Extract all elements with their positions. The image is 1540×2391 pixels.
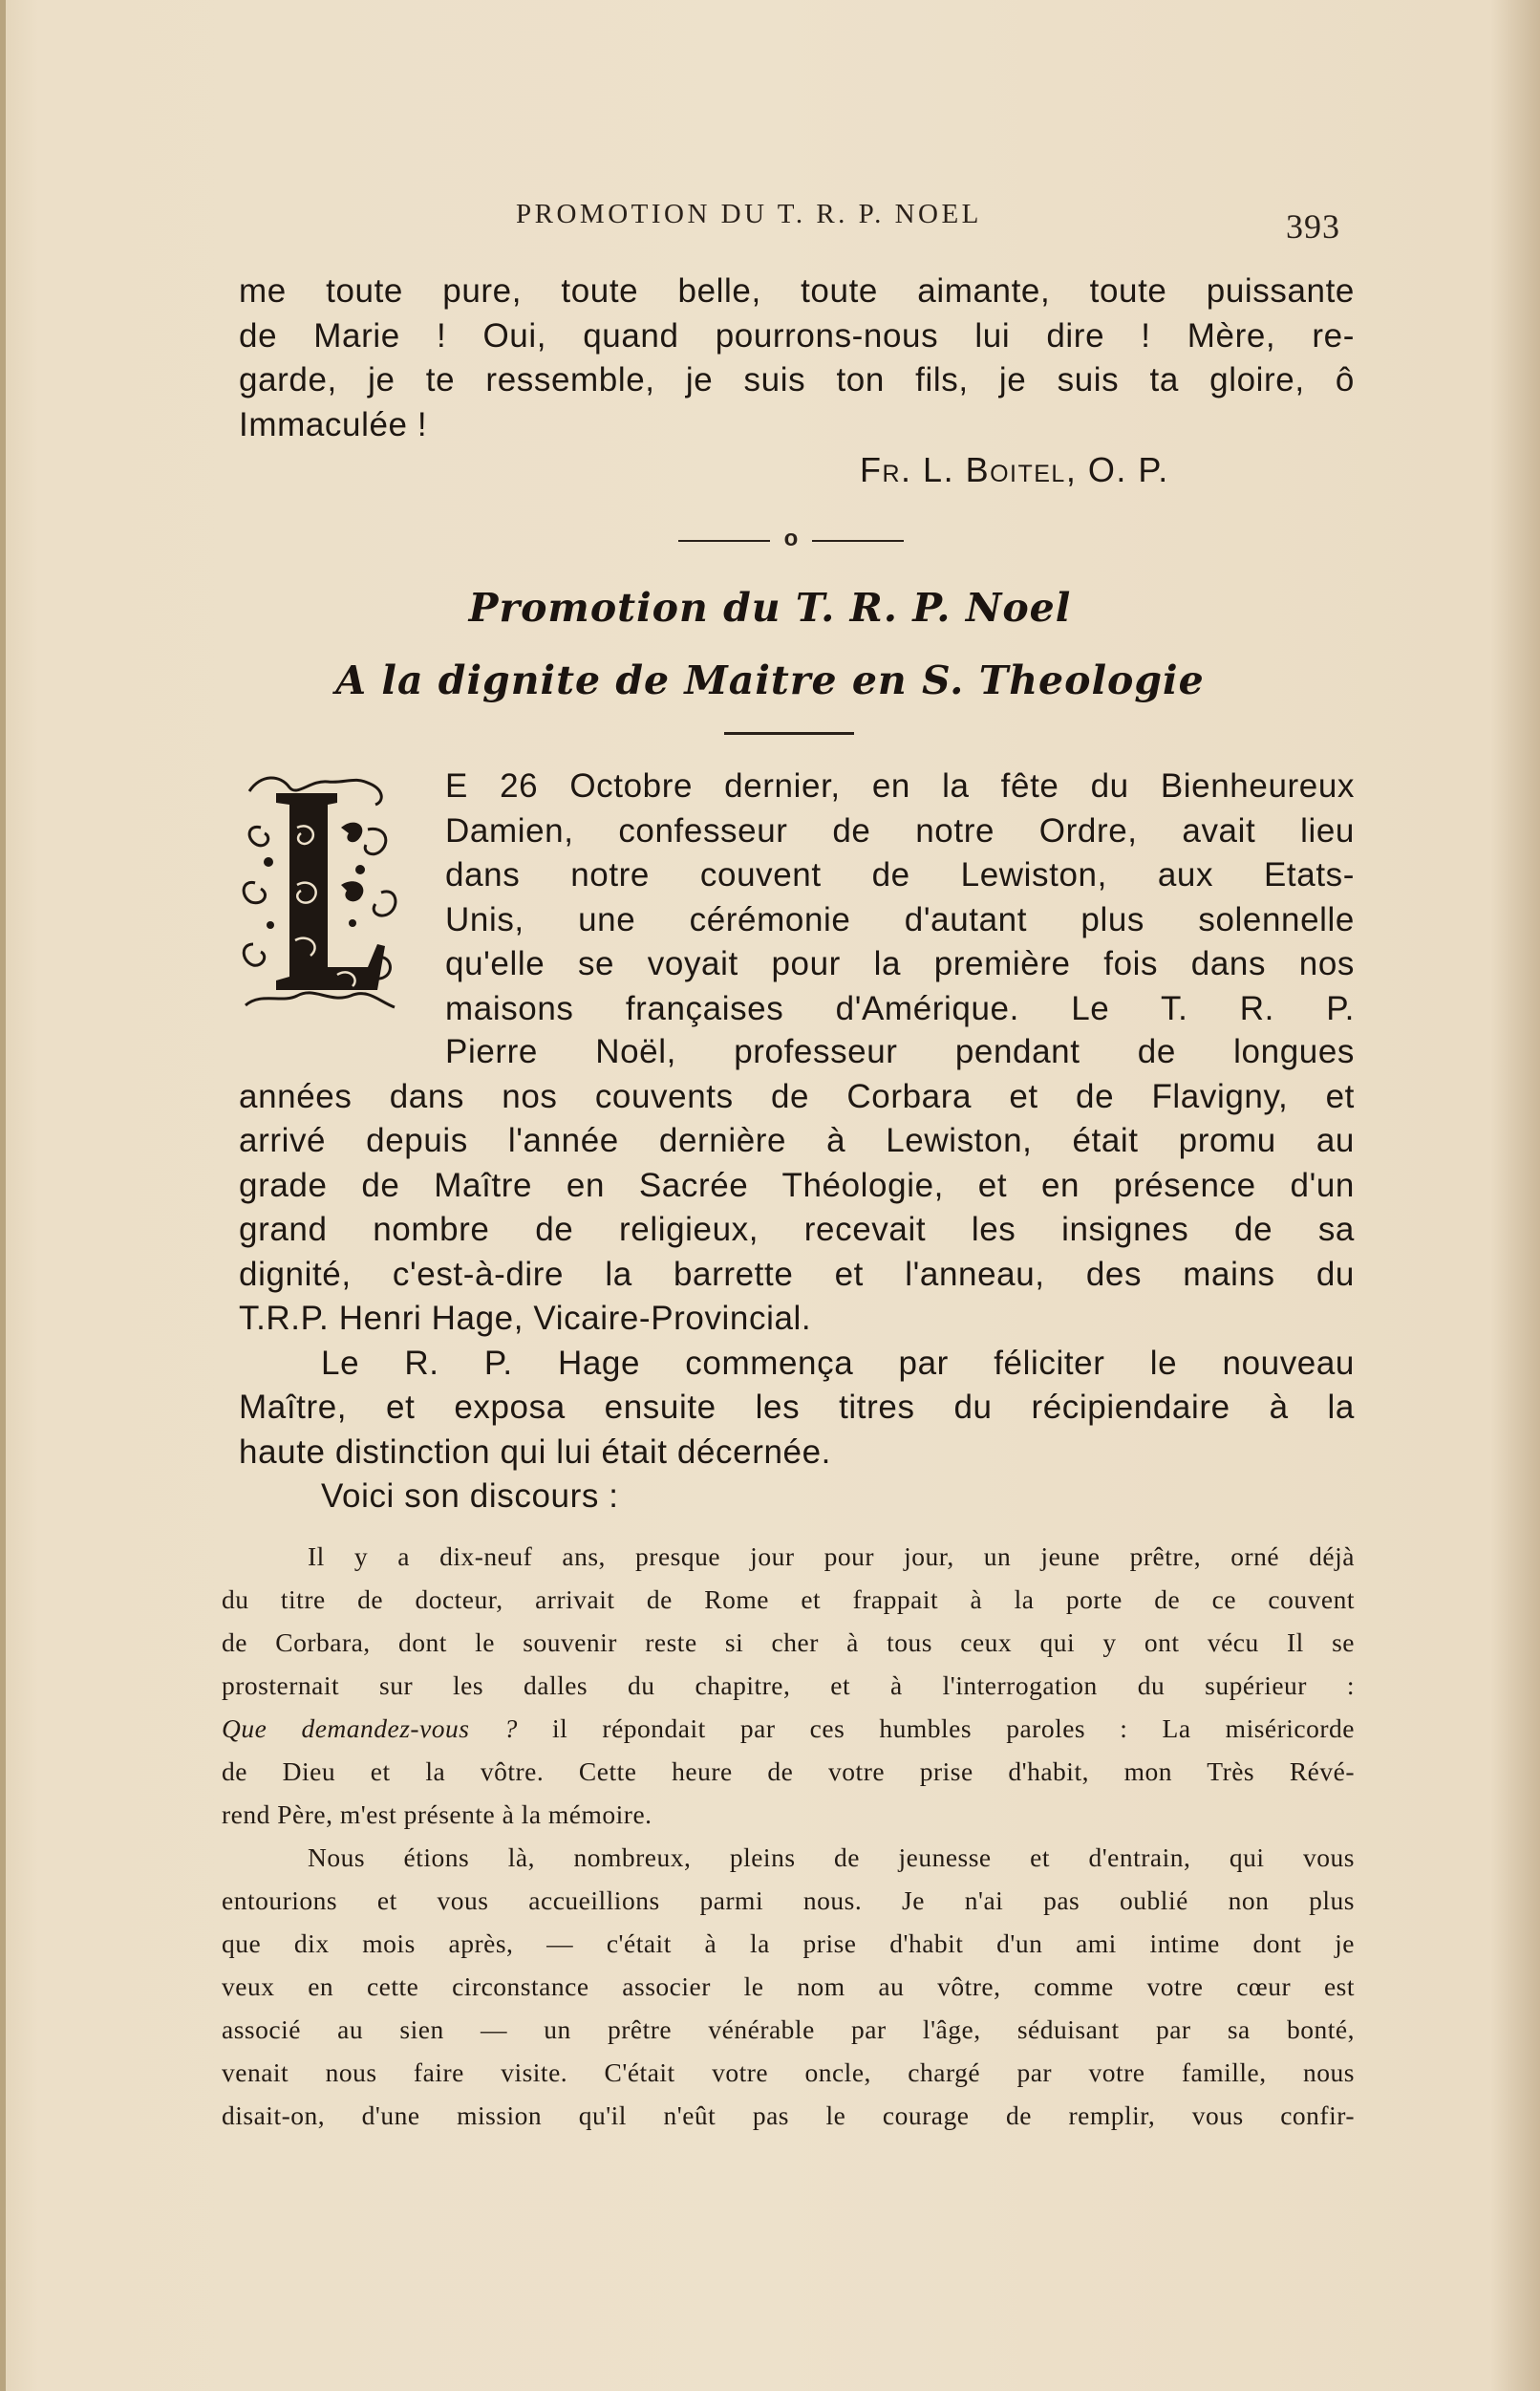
quote-line: Il y a dix-neuf ans, presque jour pour jour, un jeune prêtre, orné déjà bbox=[308, 1541, 1355, 1571]
quote-line: associé au sien — un prêtre vénérable par l'âge, séduisant par sa bonté, bbox=[222, 2014, 1355, 2044]
quote-line: disait-on, d'une mission qu'il n'eût pas le courage de remplir, vous confir- bbox=[222, 2100, 1355, 2130]
text-line: garde, je te ressemble, je suis ton fils, je suis ta gloire, ô bbox=[239, 361, 1355, 398]
signature-text: Fr. L. Boitel, O. P. bbox=[860, 450, 1169, 489]
quote-line: venait nous faire visite. C'était votre oncle, chargé par votre famille, nous bbox=[222, 2057, 1355, 2087]
quote-line bbox=[222, 1707, 1355, 1750]
text-line: grade de Maître en Sacrée Théologie, et en présence d'un bbox=[239, 1166, 1355, 1204]
ornamental-drop-cap bbox=[242, 770, 400, 1021]
text-line: années dans nos couvents de Corbara et de Flavigny, et bbox=[239, 1077, 1355, 1115]
text-line: Unis, une cérémonie d'autant plus solennelle bbox=[445, 900, 1355, 938]
quote-line-remainder: il répondait par ces humbles paroles : La miséricorde bbox=[517, 1713, 1355, 1743]
running-title: PROMOTION DU T. R. P. NOEL bbox=[516, 199, 982, 229]
page-number: 393 bbox=[1286, 207, 1340, 246]
article-title-line-1: Promotion du T. R. P. Noel bbox=[468, 585, 1072, 631]
author-signature bbox=[860, 450, 1169, 490]
article-title-line-2: A la dignite de Maitre en S. Theologie bbox=[335, 657, 1205, 703]
text-line: de Marie ! Oui, quand pourrons-nous lui dire ! Mère, re- bbox=[239, 316, 1355, 355]
text-line: grand nombre de religieux, recevait les insignes de sa bbox=[239, 1211, 1355, 1248]
text-line: T.R.P. Henri Hage, Vicaire-Provincial. bbox=[239, 1300, 812, 1337]
text-line: haute distinction qui lui était décernée. bbox=[239, 1432, 831, 1471]
quote-line: du titre de docteur, arrivait de Rome et frappait à la porte de ce couvent bbox=[222, 1584, 1355, 1614]
speech-quotation bbox=[222, 1535, 1355, 2137]
text-line: Damien, confesseur de notre Ordre, avait lieu bbox=[445, 811, 1355, 850]
text-line: Le R. P. Hage commença par féliciter le nouveau bbox=[321, 1344, 1355, 1382]
separator-rule-right bbox=[812, 540, 904, 542]
quote-italic-question: Que demandez-vous ? bbox=[222, 1713, 518, 1743]
quote-line: de Dieu et la vôtre. Cette heure de votre prise d'habit, mon Très Révé- bbox=[222, 1756, 1355, 1786]
drop-cap-paragraph bbox=[445, 765, 1355, 1031]
title-underline bbox=[724, 732, 854, 735]
quote-line: entourions et vous accueillions parmi nous. Je n'ai pas oublié non plus bbox=[222, 1885, 1355, 1915]
quote-line: rend Père, m'est présente à la mémoire. bbox=[222, 1799, 652, 1829]
quote-line: que dix mois après, — c'était à la prise d'habit d'un ami intime dont je bbox=[222, 1928, 1355, 1958]
text-line: dignité, c'est-à-dire la barrette et l'anneau, des mains du bbox=[239, 1255, 1355, 1293]
quote-line: de Corbara, dont le souvenir reste si cher à tous ceux qui y ont vécu Il se bbox=[222, 1627, 1355, 1657]
text-line: dans notre couvent de Lewiston, aux Etats- bbox=[445, 856, 1355, 894]
intro-paragraph bbox=[239, 269, 1355, 447]
quote-line: veux en cette circonstance associer le nom au vôtre, comme votre cœur est bbox=[222, 1971, 1355, 2001]
text-line: Pierre Noël, professeur pendant de longues bbox=[445, 1033, 1355, 1070]
text-line: Voici son discours : bbox=[321, 1477, 619, 1515]
article-body bbox=[239, 1030, 1355, 1519]
text-line: arrivé depuis l'année dernière à Lewiston, était promu au bbox=[239, 1122, 1355, 1159]
quote-line: Nous étions là, nombreux, pleins de jeunesse et d'entrain, qui vous bbox=[308, 1842, 1355, 1872]
text-line: Immaculée ! bbox=[239, 405, 428, 443]
text-line: E 26 Octobre dernier, en la fête du Bienheureux bbox=[445, 767, 1355, 805]
text-line: Maître, et exposa ensuite les titres du récipiendaire à la bbox=[239, 1389, 1355, 1426]
running-head bbox=[0, 199, 1540, 246]
text-line: maisons françaises d'Amérique. Le T. R. P. bbox=[445, 989, 1355, 1027]
separator-mark: o bbox=[783, 526, 799, 551]
text-line: qu'elle se voyait pour la première fois dans nos bbox=[445, 945, 1355, 982]
text-line: me toute pure, toute belle, toute aimante, toute puissante bbox=[239, 272, 1355, 310]
separator-rule-left bbox=[678, 540, 770, 542]
quote-line: prosternait sur les dalles du chapitre, et à l'interrogation du supérieur : bbox=[222, 1670, 1355, 1700]
page-edge bbox=[0, 0, 6, 2391]
